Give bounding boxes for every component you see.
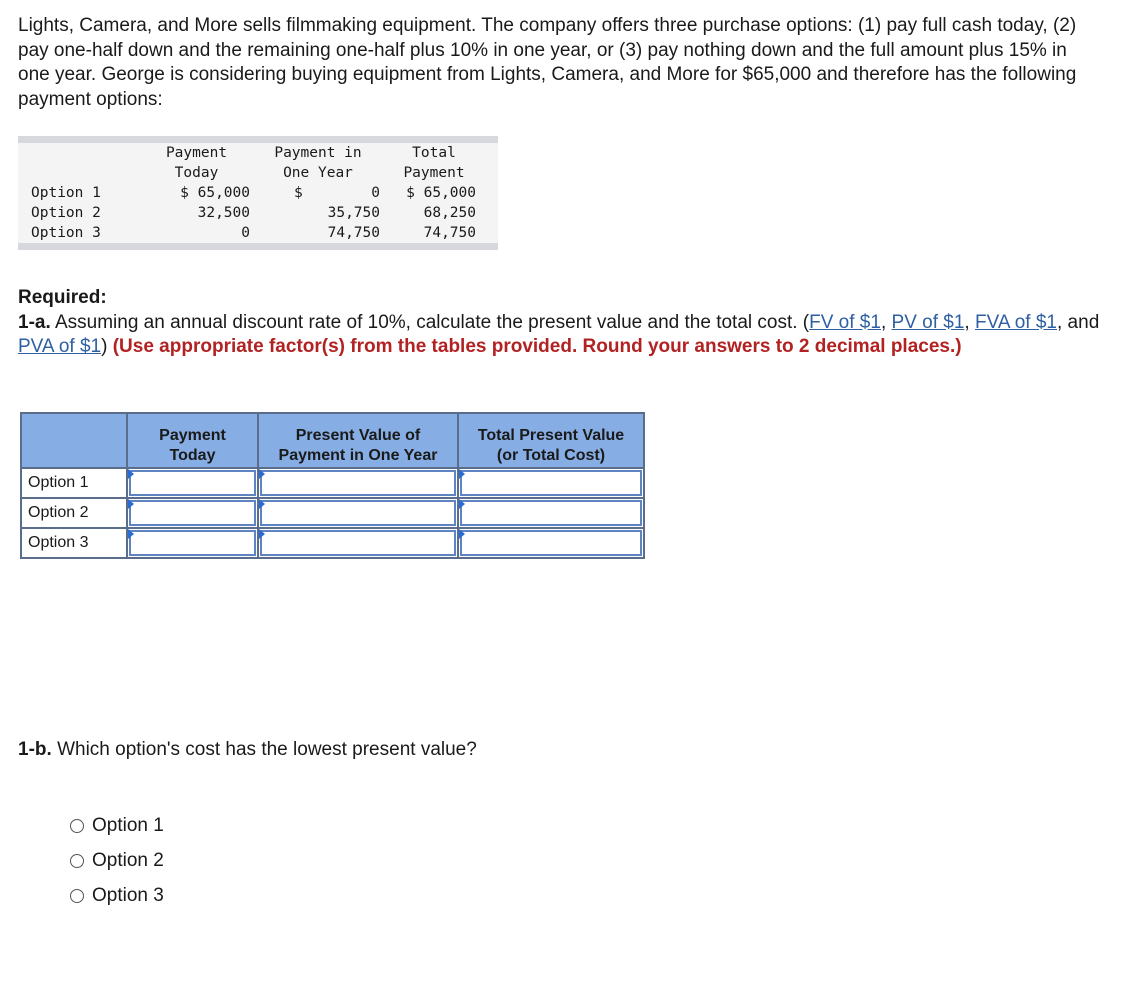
part-label-1b: 1-b. xyxy=(18,739,52,760)
required-heading: Required: xyxy=(18,287,107,308)
option-2-total-pv-input[interactable] xyxy=(458,498,644,528)
option-3-pv-one-year-input[interactable] xyxy=(258,528,458,558)
table-row xyxy=(21,498,644,528)
fva-of-1-link[interactable]: FVA of $1 xyxy=(974,311,1057,333)
option-1-pv-one-year-input[interactable] xyxy=(258,468,458,498)
rounding-instruction: (Use appropriate factor(s) from the tables provided. Round your answers to 2 decimal places.) xyxy=(112,336,962,357)
radio-circle-icon[interactable] xyxy=(70,819,84,833)
answer-header-pv-one-year: Present Value of Payment in One Year xyxy=(258,413,458,468)
table-row: Option 1 $ 65,000 $ 0 $ 65,000 xyxy=(31,185,476,201)
radio-option-1[interactable]: Option 1 xyxy=(70,808,164,843)
radio-option-3[interactable]: Option 3 xyxy=(70,878,164,913)
radio-circle-icon[interactable] xyxy=(70,854,84,868)
cell-marker-icon xyxy=(128,529,134,539)
cell-marker-icon xyxy=(459,499,465,509)
answer-table xyxy=(20,412,645,559)
table-row xyxy=(21,468,644,498)
question-1b: 1-b. Which option's cost has the lowest present value? xyxy=(18,739,477,760)
cell-marker-icon xyxy=(259,529,265,539)
cell-marker-icon xyxy=(128,469,134,479)
fv-of-1-link[interactable]: FV of $1 xyxy=(809,311,881,333)
cell-marker-icon xyxy=(459,469,465,479)
pva-of-1-link[interactable]: PVA of $1 xyxy=(18,336,102,357)
radio-option-2[interactable]: Option 2 xyxy=(70,843,164,878)
row-label-option-2: Option 2 xyxy=(21,498,127,528)
option-1-payment-today-input[interactable] xyxy=(127,468,258,498)
row-label-option-1: Option 1 xyxy=(21,468,127,498)
option-2-payment-today-input[interactable] xyxy=(127,498,258,528)
required-section: Required: 1-a. Assuming an annual discount rate of 10%, calculate the present value and the total cost. (FV of $1, PV of $1, FVA of $1, and PVA of $1) (Use appropriate factor(s) from the tables provided. Round your answers to 2 decimal places.) xyxy=(18,287,1100,357)
answer-header-blank xyxy=(21,413,127,468)
option-1-total-pv-input[interactable] xyxy=(458,468,644,498)
cell-marker-icon xyxy=(259,469,265,479)
required-text: Assuming an annual discount rate of 10%, calculate the present value and the total cost. ( xyxy=(54,311,810,333)
payment-options-table xyxy=(18,136,498,250)
table-row: Option 2 32,500 35,750 68,250 xyxy=(31,205,476,221)
cell-marker-icon xyxy=(459,529,465,539)
part-label-1a: 1-a. xyxy=(18,311,51,333)
header-payment-one-year: Payment in One Year xyxy=(274,145,362,181)
radio-circle-icon[interactable] xyxy=(70,889,84,903)
row-label-option-3: Option 3 xyxy=(21,528,127,558)
header-payment-today: Payment Today xyxy=(165,145,228,181)
cell-marker-icon xyxy=(259,499,265,509)
option-3-payment-today-input[interactable] xyxy=(127,528,258,558)
header-total-payment: Total Payment xyxy=(403,145,465,181)
table-row: Option 3 0 74,750 74,750 xyxy=(31,225,476,241)
table-row xyxy=(21,528,644,558)
option-3-total-pv-input[interactable] xyxy=(458,528,644,558)
answer-header-payment-today: Payment Today xyxy=(127,413,258,468)
option-radio-group xyxy=(70,808,164,913)
option-2-pv-one-year-input[interactable] xyxy=(258,498,458,528)
answer-header-total-pv: Total Present Value (or Total Cost) xyxy=(458,413,644,468)
problem-intro: Lights, Camera, and More sells filmmaking equipment. The company offers three purchase options: (1) pay full cash today, (2) pay one-half down and the remaining one-half plus 10% in one year, or (3) pay nothing down and the full amount plus 15% in one year. George is considering buying equipment from Lights, Camera, and More for $65,000 and therefore has the following payment options: xyxy=(18,15,1077,110)
cell-marker-icon xyxy=(128,499,134,509)
pv-of-1-link[interactable]: PV of $1 xyxy=(891,311,965,333)
